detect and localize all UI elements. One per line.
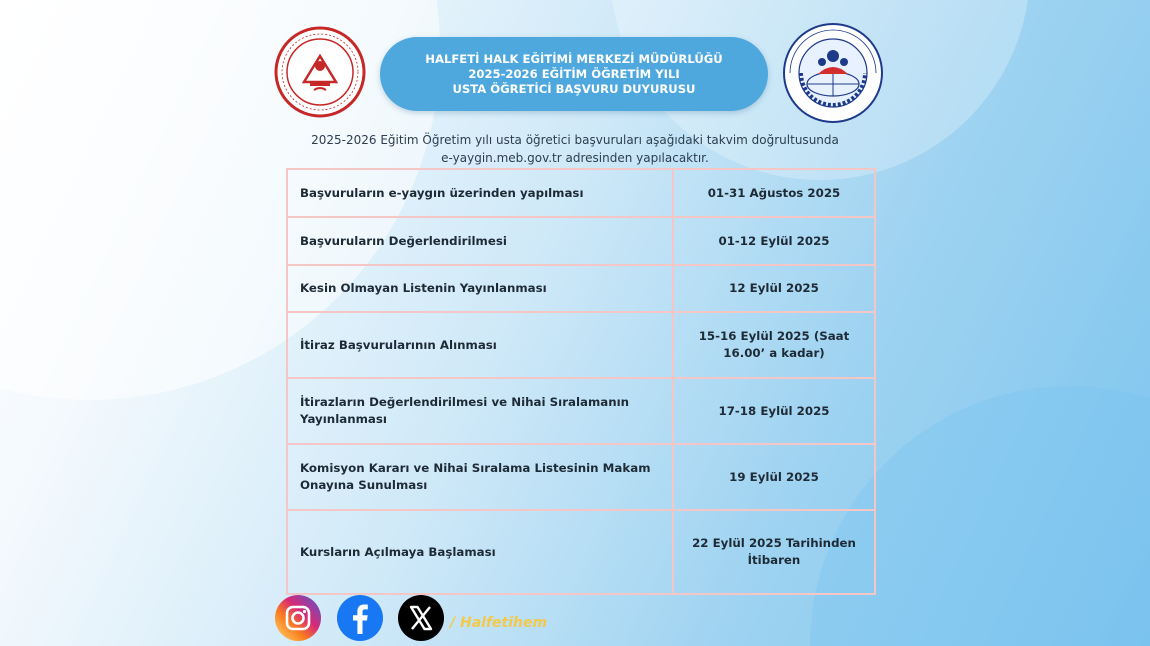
table-row bbox=[287, 444, 875, 510]
date-cell: 01-31 Ağustos 2025 bbox=[673, 169, 875, 217]
date-cell: 17-18 Eylül 2025 bbox=[673, 378, 875, 444]
title-line: 2025-2026 EĞİTİM ÖĞRETİM YILI bbox=[468, 66, 680, 81]
date-cell: 19 Eylül 2025 bbox=[673, 444, 875, 510]
facebook-icon[interactable] bbox=[336, 594, 384, 642]
table-row bbox=[287, 217, 875, 265]
x-icon[interactable] bbox=[397, 594, 445, 642]
activity-cell: İtirazların Değerlendirilmesi ve Nihai Sıralamanın Yayınlanması bbox=[287, 378, 673, 444]
halk-egitimi-merkezi-logo-icon bbox=[782, 22, 884, 124]
title-line: HALFETİ HALK EĞİTİMİ MERKEZİ MÜDÜRLÜĞÜ bbox=[425, 51, 723, 66]
table-row bbox=[287, 510, 875, 594]
table-row bbox=[287, 378, 875, 444]
date-cell: 12 Eylül 2025 bbox=[673, 265, 875, 312]
title-line: USTA ÖĞRETİCİ BAŞVURU DUYURUSU bbox=[452, 81, 696, 96]
intro-line: e-yaygin.meb.gov.tr adresinden yapılacaktır. bbox=[441, 151, 709, 165]
intro-text bbox=[250, 131, 900, 167]
schedule-table bbox=[286, 168, 876, 595]
activity-cell: Komisyon Kararı ve Nihai Sıralama Listesinin Makam Onayına Sunulması bbox=[287, 444, 673, 510]
intro-line: 2025-2026 Eğitim Öğretim yılı usta öğretici başvuruları aşağıdaki takvim doğrultusunda bbox=[311, 133, 839, 147]
activity-cell: İtiraz Başvurularının Alınması bbox=[287, 312, 673, 378]
date-cell: 01-12 Eylül 2025 bbox=[673, 217, 875, 265]
table-row bbox=[287, 169, 875, 217]
activity-cell: Başvuruların e-yaygın üzerinden yapılması bbox=[287, 169, 673, 217]
table-row bbox=[287, 265, 875, 312]
table-row bbox=[287, 312, 875, 378]
activity-cell: Başvuruların Değerlendirilmesi bbox=[287, 217, 673, 265]
date-cell: 22 Eylül 2025 Tarihinden İtibaren bbox=[673, 510, 875, 594]
social-handle[interactable]: / Halfetihem bbox=[450, 615, 548, 631]
instagram-icon[interactable] bbox=[274, 594, 322, 642]
activity-cell: Kesin Olmayan Listenin Yayınlanması bbox=[287, 265, 673, 312]
activity-cell: Kursların Açılmaya Başlaması bbox=[287, 510, 673, 594]
meb-seal-icon bbox=[274, 26, 366, 118]
date-cell: 15-16 Eylül 2025 (Saat 16.00’ a kadar) bbox=[673, 312, 875, 378]
announcement-title bbox=[380, 37, 768, 111]
